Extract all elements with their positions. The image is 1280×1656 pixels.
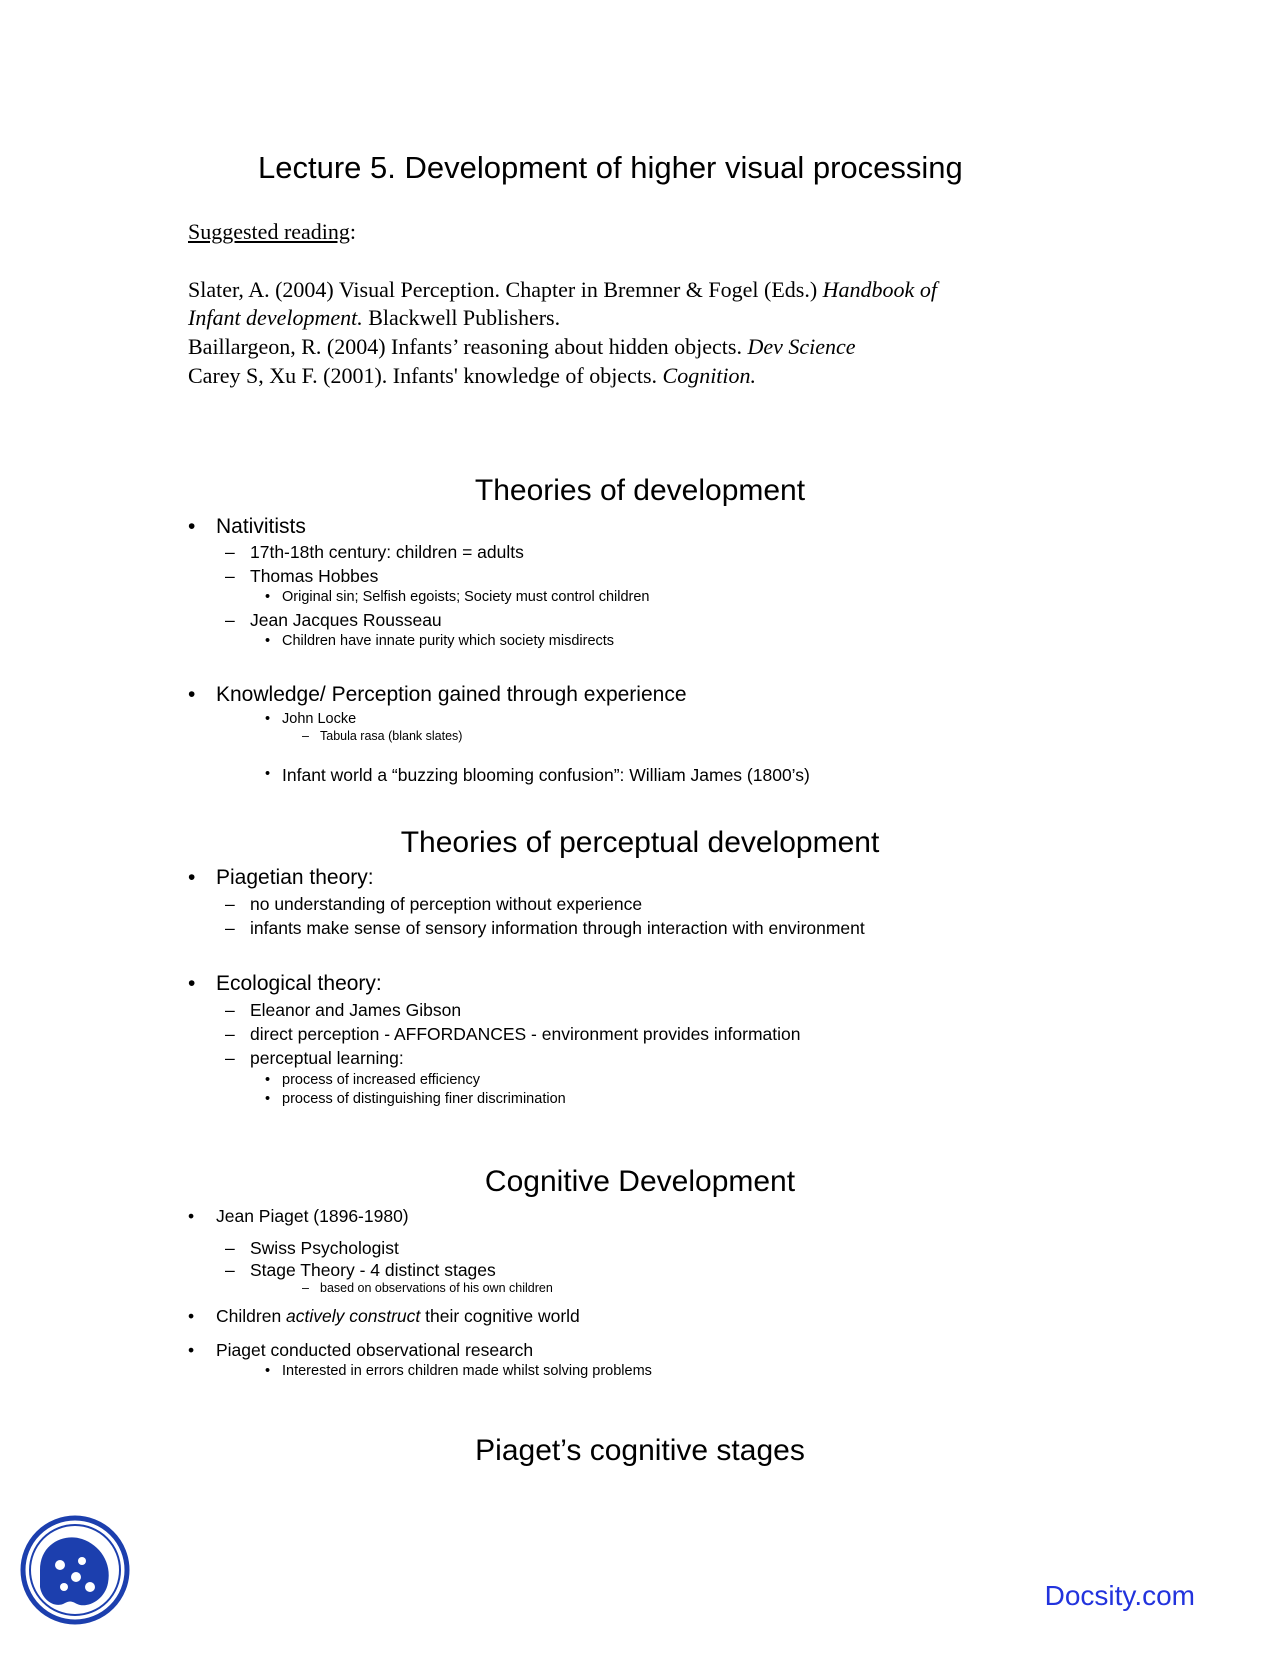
list-item: Piagetian theory: — [216, 866, 374, 889]
reference-item: Baillargeon, R. (2004) Infants’ reasoning about hidden objects. Dev Science — [188, 334, 856, 359]
list-item: Children have innate purity which society misdirects — [282, 633, 615, 649]
list-item: based on observations of his own children — [320, 1281, 553, 1295]
list-item: Tabula rasa (blank slates) — [320, 729, 463, 743]
list-item: John Locke — [282, 711, 357, 727]
list-item: process of increased efficiency — [282, 1072, 481, 1088]
reference-item: Infant development. Blackwell Publishers. — [188, 305, 561, 330]
list-item: Knowledge/ Perception gained through experience — [216, 683, 687, 706]
page-title: Lecture 5. Development of higher visual processing — [258, 150, 963, 185]
bullet-icon: • — [265, 1363, 271, 1379]
dash-icon: – — [225, 918, 235, 938]
list-item: Original sin; Selfish egoists; Society must control children — [282, 589, 650, 605]
list-item: Eleanor and James Gibson — [250, 1000, 462, 1020]
dash-icon: – — [225, 1024, 235, 1044]
list-item: Children actively construct their cognitive world — [216, 1306, 580, 1326]
bullet-icon: • — [188, 972, 196, 995]
reference-item: Slater, A. (2004) Visual Perception. Chapter in Bremner & Fogel (Eds.) Handbook of — [188, 277, 937, 302]
bullet-icon: • — [265, 1072, 271, 1088]
list-item: Ecological theory: — [216, 972, 382, 995]
bullet-icon: • — [188, 866, 196, 889]
dash-icon: – — [225, 1000, 235, 1020]
section-heading: Theories of perceptual development — [400, 826, 880, 859]
list-item: Interested in errors children made whilst solving problems — [282, 1363, 652, 1379]
list-item: 17th-18th century: children = adults — [250, 542, 524, 562]
suggested-reading-heading: Suggested reading: — [188, 219, 357, 244]
bullet-icon: • — [188, 683, 196, 706]
section-heading: Theories of development — [474, 474, 806, 507]
bullet-icon: • — [265, 711, 271, 727]
bullet-icon: • — [188, 1206, 195, 1226]
list-item: direct perception - AFFORDANCES - environment provides information — [250, 1024, 801, 1044]
list-item: process of distinguishing finer discrimination — [282, 1091, 566, 1107]
section-heading: Cognitive Development — [484, 1165, 796, 1198]
bullet-icon: • — [265, 766, 271, 782]
bullet-icon: • — [265, 589, 271, 605]
dash-icon: – — [302, 729, 309, 743]
list-item: Jean Jacques Rousseau — [250, 610, 442, 630]
list-item: perceptual learning: — [250, 1048, 404, 1068]
docsity-logo-icon — [20, 1515, 130, 1625]
dash-icon: – — [225, 1238, 235, 1258]
list-item: Jean Piaget (1896-1980) — [216, 1206, 409, 1226]
list-item: Stage Theory - 4 distinct stages — [250, 1260, 496, 1280]
bullet-icon: • — [188, 1306, 195, 1326]
list-item: Swiss Psychologist — [250, 1238, 399, 1258]
dash-icon: – — [225, 566, 235, 586]
docsity-watermark[interactable]: Docsity.com — [1044, 1580, 1195, 1611]
dash-icon: – — [225, 1260, 235, 1280]
dash-icon: – — [225, 610, 235, 630]
list-item: Thomas Hobbes — [250, 566, 379, 586]
list-item: infants make sense of sensory information through interaction with environment — [250, 918, 865, 938]
dash-icon: – — [225, 894, 235, 914]
list-item: Piaget conducted observational research — [216, 1340, 534, 1360]
list-item: Nativitists — [216, 515, 306, 538]
bullet-icon: • — [265, 1091, 271, 1107]
dash-icon: – — [225, 1048, 235, 1068]
section-heading: Piaget’s cognitive stages — [475, 1434, 805, 1467]
bullet-icon: • — [265, 633, 271, 649]
dash-icon: – — [302, 1281, 309, 1295]
dash-icon: – — [225, 542, 235, 562]
list-item: Infant world a “buzzing blooming confusion”: William James (1800’s) — [282, 765, 810, 785]
list-item: no understanding of perception without experience — [250, 894, 643, 914]
reference-item: Carey S, Xu F. (2001). Infants' knowledge of objects. Cognition. — [188, 363, 757, 388]
bullet-icon: • — [188, 1340, 195, 1360]
bullet-icon: • — [188, 515, 196, 538]
